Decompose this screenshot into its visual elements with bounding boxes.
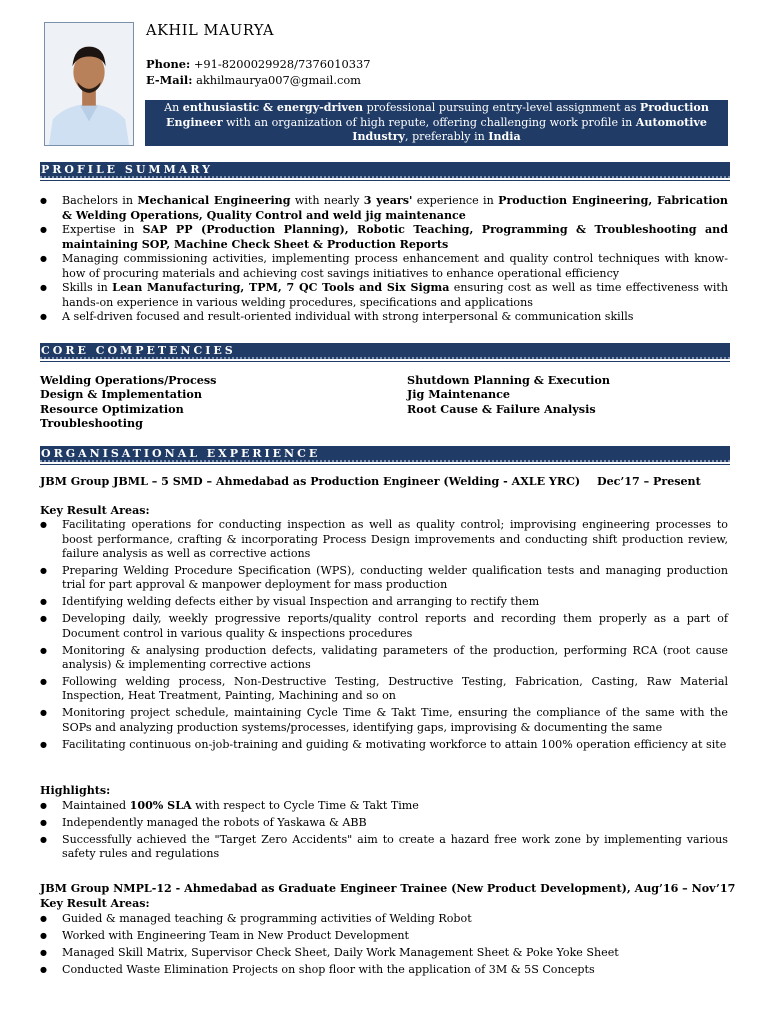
text-run: A self-driven focused and result-oriented individual with strong interpersonal & communication skills [62,310,634,323]
list-item: ● Preparing Welding Procedure Specification (WPS), conducting welder qualification tests and managing production trial for part approval & manpower deployment for mass production [40,564,728,593]
competency-item: Troubleshooting [40,415,143,430]
text-run: Successfully achieved the "Target Zero Accidents" aim to create a hazard free work zone by implementing various safety rules and regulations [62,832,728,861]
text-run: Automotive Industry [352,115,707,144]
text-run: professional pursuing entry-level assignment as [363,101,640,114]
job1-date: Dec’17 – Present [597,475,701,488]
email-label: E-Mail: [146,73,193,87]
text-run: An [164,101,183,114]
list-item [40,833,728,862]
phone-line [146,56,370,72]
profile-summary-list [40,194,728,325]
competency-item: Root Cause & Failure Analysis [407,401,596,416]
text-run: 3 years' [363,194,413,207]
competency-item: Design & Implementation [40,387,202,402]
job1-kra-list [40,518,728,755]
list-item [40,223,728,252]
contact-info [146,56,370,88]
text-run: Maintained [62,799,130,812]
list-item: ● Monitoring project schedule, maintaining Cycle Time & Takt Time, ensuring the compliance of the same with the SOPs and analyzing production systems/processes, identifying gaps, improvising & documenting the same [40,706,728,735]
text-run: , preferably in [405,130,489,144]
text-run: with nearly [290,194,364,207]
competency-item: Resource Optimization [40,401,184,416]
list-item [40,252,728,281]
job2-kra-label: Key Result Areas: [40,897,150,910]
section-organisational-experience: ORGANISATIONAL EXPERIENCE [40,446,730,462]
text-run: enthusiastic & energy-driven [182,101,364,114]
list-item [40,310,728,325]
job1-kra-label: Key Result Areas: [40,504,150,517]
job1-title: JBM Group JBML – 5 SMD – Ahmedabad as Production Engineer (Welding - AXLE YRC) [40,475,581,488]
competencies-right [407,373,610,416]
text-run: Managing commissioning activities, implementing process enhancement and quality control techniques with know-how of procuring materials and achieving cost savings initiatives to enhance operational efficiency [62,252,728,280]
list-item: ● Guided & managed teaching & programming activities of Welding Robot [40,912,728,927]
text-run: ensuring cost as well as time effectiveness with hands-on experience in various welding procedures, specifications and applications [62,281,728,309]
job1-highlights-list [40,799,728,864]
competencies-left [40,373,216,430]
list-item: ● Developing daily, weekly progressive reports/quality control reports and recording them properly as a part of Document control in various quality & inspections procedures [40,612,728,641]
list-item: ● Facilitating operations for conducting inspection as well as quality control; improvising engineering processes to boost performance, crafting & incorporating Process Design improvements and conducting shift production review, failure analysis as well as corrective actions [40,518,728,562]
job2-title: JBM Group NMPL-12 - Ahmedabad as Graduate Engineer Trainee (New Product Development), Aug’16 – Nov’17 [40,882,736,895]
text-run: Expertise in [62,223,143,236]
list-item [40,816,728,831]
candidate-name: AKHIL MAURYA [146,23,275,39]
email-value: akhilmaurya007@gmail.com [196,73,361,87]
list-item [40,194,728,223]
list-item [40,281,728,310]
text-run: 100% SLA [129,799,192,812]
text-run: Production Engineering, Fabrication & Welding Operations, Quality Control and weld jig maintenance [62,194,728,222]
list-item: ● Conducted Waste Elimination Projects on shop floor with the application of 3M & 5S Concepts [40,963,728,978]
competency-item: Jig Maintenance [407,387,511,402]
text-run: Skills in [62,281,113,294]
email-line [146,72,370,88]
competency-item: Shutdown Planning & Execution [407,373,611,387]
profile-photo [44,22,134,146]
list-item: ● Following welding process, Non-Destructive Testing, Destructive Testing, Fabrication, Casting, Raw Material Inspection, Heat Treatment, Painting, Machining and so on [40,675,728,704]
text-run: India [488,130,521,144]
section-profile-summary: PROFILE SUMMARY [40,162,730,178]
job1-highlights-label: Highlights: [40,784,111,797]
list-item: ● Monitoring & analysing production defects, validating parameters of the production, performing RCA (root cause analysis) & implementing corrective actions [40,644,728,673]
text-run: with respect to Cycle Time & Takt Time [191,799,419,812]
text-run: Bachelors in [62,194,138,207]
job2-kra-list [40,912,728,980]
section-core-competencies: CORE COMPETENCIES [40,343,730,359]
list-item: ● Managed Skill Matrix, Supervisor Check Sheet, Daily Work Management Sheet & Poke Yoke Sheet [40,946,728,961]
text-run: Independently managed the robots of Yaskawa & ABB [62,815,367,829]
text-run: SAP PP (Production Planning), Robotic Teaching, Programming & Troubleshooting and maintaining SOP, Machine Check Sheet & Production Reports [62,223,728,251]
list-item: ● Facilitating continuous on-job-training and guiding & motivating workforce to attain 100% operation efficiency at site [40,738,728,753]
text-run: Mechanical Engineering [137,194,291,207]
career-objective [145,100,728,146]
text-run: Lean Manufacturing, TPM, 7 QC Tools and Six Sigma [112,281,450,294]
text-run: experience in [412,194,499,207]
list-item [40,799,728,814]
text-run: Production Engineer [166,101,709,129]
phone-value: +91-8200029928/7376010337 [193,57,371,71]
phone-label: Phone: [146,57,191,71]
text-run: with an organization of high repute, offering challenging work profile in [222,115,636,129]
list-item: ● Worked with Engineering Team in New Product Development [40,929,728,944]
list-item: ● Identifying welding defects either by visual Inspection and arranging to rectify them [40,595,728,610]
competency-item: Welding Operations/Process [40,373,217,387]
